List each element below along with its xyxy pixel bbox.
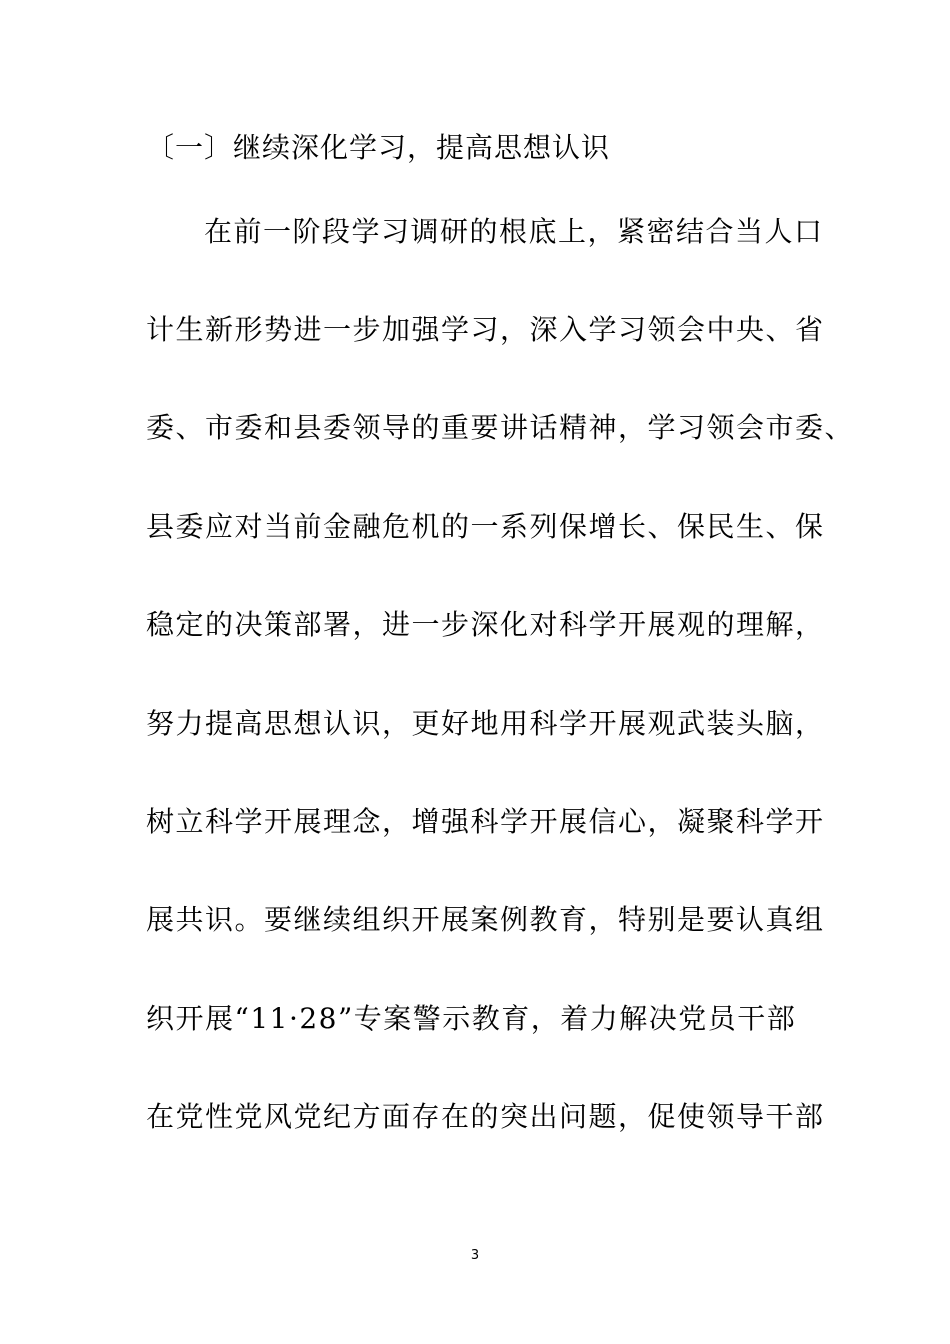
page-number: 3	[470, 1248, 480, 1263]
paragraph-line-3: 委、市委和县委领导的重要讲话精神，学习领会市委、	[146, 411, 855, 444]
paragraph-line-8: 展共识。要继续组织开展案例教育，特别是要认真组	[146, 903, 825, 936]
paragraph-line-1: 在前一阶段学习调研的根底上，紧密结合当人口	[204, 215, 824, 248]
paragraph-line-7: 树立科学开展理念，增强科学开展信心，凝聚科学开	[146, 805, 825, 838]
paragraph-line-6: 努力提高思想认识，更好地用科学开展观武装头脑，	[146, 707, 825, 740]
paragraph-line-4: 县委应对当前金融危机的一系列保增长、保民生、保	[146, 510, 825, 543]
paragraph-line-2: 计生新形势进一步加强学习，深入学习领会中央、省	[146, 313, 825, 346]
paragraph-line-10: 在党性党风党纪方面存在的突出问题，促使领导干部	[146, 1100, 825, 1133]
paragraph-line-5: 稳定的决策部署，进一步深化对科学开展观的理解，	[146, 608, 825, 641]
paragraph-line-9: 织开展“11·28”专案警示教育，着力解决党员干部	[146, 1002, 797, 1035]
section-heading: 〔一〕继续深化学习，提高思想认识	[146, 131, 611, 164]
